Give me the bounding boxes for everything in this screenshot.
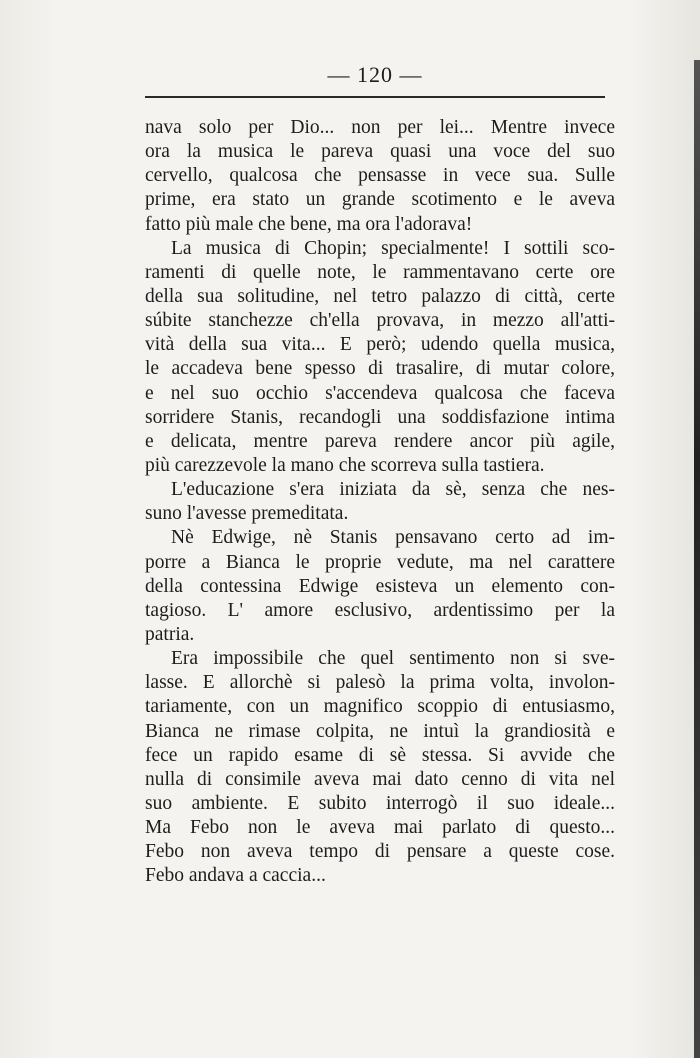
text-line: vità della sua vita... E però; udendo quella musica,	[145, 334, 615, 356]
text-line: suno l'avesse premeditata.	[145, 503, 349, 525]
text-line: e delicata, mentre pareva rendere ancor più agile,	[145, 430, 615, 452]
text-line: tariamente, con un magnifico scoppio di entusiasmo,	[145, 696, 615, 718]
text-line: súbite stanchezze ch'ella provava, in mezzo all'atti-	[145, 310, 615, 332]
text-line: fece un rapido esame di sè stessa. Si avvide che	[145, 744, 615, 766]
text-line: cervello, qualcosa che pensasse in vece sua. Sulle	[145, 165, 615, 187]
header-rule	[145, 96, 605, 98]
text-line: sorridere Stanis, recandogli una soddisfazione intima	[145, 406, 615, 428]
text-line: Bianca ne rimase colpita, ne intuì la grandiosità e	[145, 720, 615, 742]
text-line: e nel suo occhio s'accendeva qualcosa che faceva	[145, 382, 615, 404]
text-line: porre a Bianca le proprie vedute, ma nel carattere	[145, 551, 615, 573]
text-line: Ma Febo non le aveva mai parlato di questo...	[145, 817, 615, 839]
text-line: L'educazione s'era iniziata da sè, senza che nes-	[171, 479, 615, 501]
body-text	[145, 116, 615, 889]
page-edge-shadow	[694, 60, 700, 1058]
text-line: Era impossibile che quel sentimento non si sve-	[171, 648, 615, 670]
page-number: — 120 —	[327, 62, 423, 87]
text-line: Nè Edwige, nè Stanis pensavano certo ad im-	[171, 527, 615, 549]
text-line: nulla di consimile aveva mai dato cenno di vita nel	[145, 768, 615, 790]
text-line: tagioso. L' amore esclusivo, ardentissimo per la	[145, 599, 615, 621]
text-line: della sua solitudine, nel tetro palazzo di città, certe	[145, 285, 615, 307]
text-line: Febo non aveva tempo di pensare a queste cose.	[145, 841, 615, 863]
text-line: più carezzevole la mano che scorreva sulla tastiera.	[145, 454, 545, 476]
text-line: le accadeva bene spesso di trasalire, di mutar colore,	[145, 358, 615, 380]
text-line: nava solo per Dio... non per lei... Mentre invece	[145, 117, 615, 138]
text-line: ora la musica le pareva quasi una voce del suo	[145, 141, 615, 163]
text-line: prime, era stato un grande scotimento e le aveva	[145, 189, 615, 211]
text-line: Febo andava a caccia...	[145, 865, 326, 887]
text-line: suo ambiente. E subito interrogò il suo ideale...	[145, 792, 615, 814]
text-line: fatto più male che bene, ma ora l'adorava!	[145, 213, 473, 235]
text-line: patria.	[145, 623, 195, 645]
text-line: La musica di Chopin; specialmente! I sottili sco-	[171, 237, 615, 259]
text-line: ramenti di quelle note, le rammentavano certe ore	[145, 261, 615, 283]
text-line: lasse. E allorchè si palesò la prima volta, involon-	[145, 672, 615, 694]
text-line: della contessina Edwige esisteva un elemento con-	[145, 575, 615, 597]
